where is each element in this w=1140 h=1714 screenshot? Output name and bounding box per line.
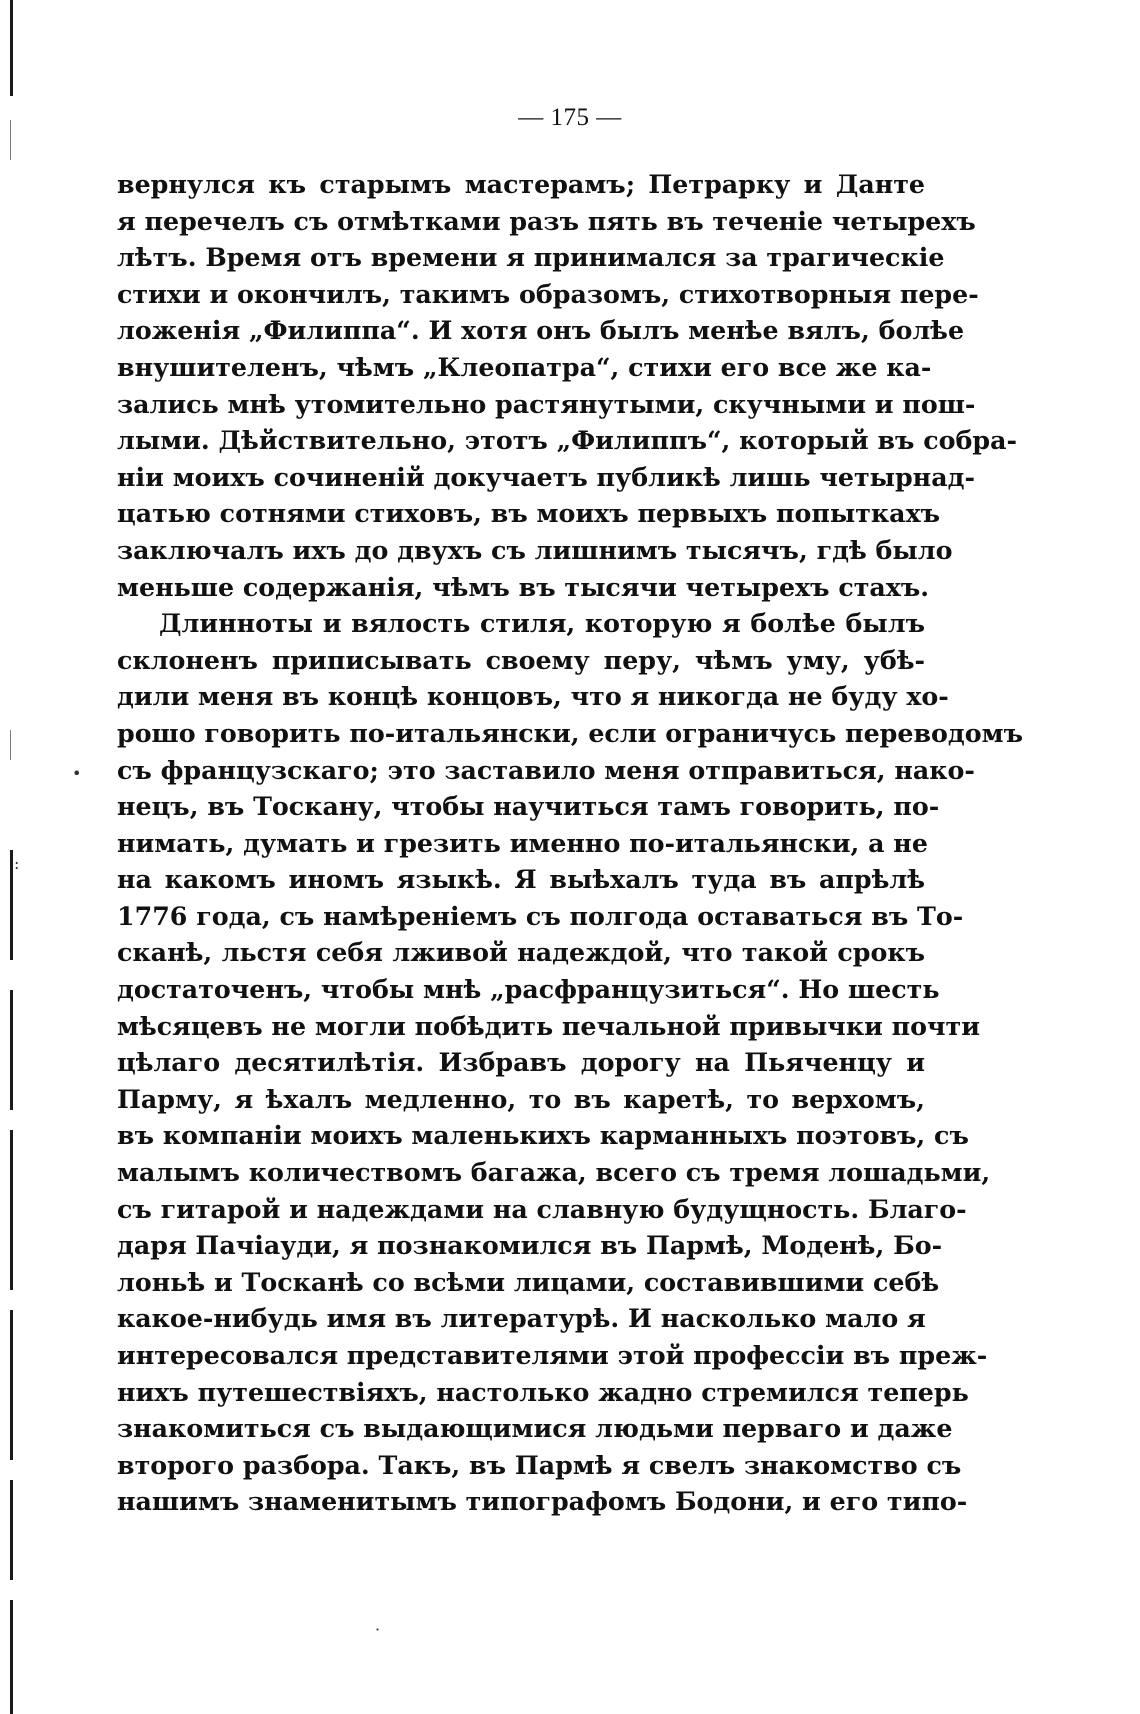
text-line: второго разбора. Такъ, въ Пармѣ я свелъ знакомство съ — [117, 1449, 962, 1480]
text-line: нихъ путешествіяхъ, настолько жадно стремился теперь — [117, 1376, 969, 1407]
text-line: какое-нибудь имя въ литературѣ. И насколько мало я — [117, 1303, 926, 1334]
text-line: лѣтъ. Время отъ времени я принимался за трагическіе — [117, 242, 945, 273]
text-line: нецъ, въ Тоскану, чтобы научиться тамъ говорить, по- — [117, 791, 940, 822]
text-line: лоньѣ и Тосканѣ со всѣми лицами, составившими себѣ — [117, 1266, 940, 1297]
margin-dot: : — [14, 854, 20, 873]
text-line: я перечелъ съ отмѣтками разъ пять въ теченіе четырехъ — [117, 205, 976, 236]
text-line: лыми. Дѣйствительно, этотъ „Филиппъ“, который въ собра- — [117, 425, 1017, 456]
text-line: ложенія „Филиппа“. И хотя онъ былъ менѣе вялъ, болѣе — [117, 315, 965, 346]
text-line: нимать, думать и грезить именно по-итальянски, а не — [117, 827, 928, 858]
text-line: цѣлаго десятилѣтія. Избравъ дорогу на Пьяченцу и — [117, 1047, 925, 1078]
scan-edge-mark — [10, 1130, 13, 1290]
text-line: знакомиться съ выдающимися людьми перваго и даже — [117, 1413, 953, 1444]
page-number: — 175 — — [518, 104, 622, 131]
scan-edge-mark — [10, 850, 13, 960]
text-line: внушителенъ, чѣмъ „Клеопатра“, стихи его все же ка- — [117, 351, 932, 382]
text-line: малымъ количествомъ багажа, всего съ тремя лошадьми, — [117, 1157, 991, 1188]
scan-edge-mark — [10, 990, 13, 1110]
text-line: мѣсяцевъ не могли побѣдить печальной привычки почти — [117, 1010, 980, 1041]
text-line: дили меня въ концѣ концовъ, что я никогда не буду хо- — [117, 681, 949, 712]
text-line: стихи и окончилъ, такимъ образомъ, стихотворныя пере- — [117, 278, 979, 309]
scan-edge-mark — [10, 1600, 13, 1714]
text-line: съ гитарой и надеждами на славную будущность. Благо- — [117, 1193, 967, 1224]
text-line: съ французскаго; это заставило меня отправиться, нако- — [117, 754, 975, 785]
text-line: меньше содержанія, чѣмъ въ тысячи четырехъ стахъ. — [117, 571, 930, 602]
text-line: достаточенъ, чтобы мнѣ „расфранцузиться“. Но шесть — [117, 974, 940, 1005]
text-line: ніи моихъ сочиненій докучаетъ публикѣ лишь четырнад- — [117, 461, 975, 492]
text-line: нашимъ знаменитымъ типографомъ Бодони, и его типо- — [117, 1486, 968, 1517]
scan-edge-mark — [10, 1310, 13, 1460]
text-line: даря Пачіауди, я познакомился въ Пармѣ, Моденѣ, Бо- — [117, 1230, 943, 1261]
text-line: рошо говорить по-итальянски, если ограничусь переводомъ — [117, 717, 1024, 748]
text-line: цатью сотнями стиховъ, въ моихъ первыхъ попыткахъ — [117, 498, 941, 529]
text-line: Длинноты и вялость стиля, которую я болѣе былъ — [159, 608, 925, 639]
text-line: заключалъ ихъ до двухъ съ лишнимъ тысячъ, гдѣ было — [117, 534, 953, 565]
text-line: сканѣ, льстя себя лживой надеждой, что такой срокъ — [117, 937, 925, 968]
text-line: зались мнѣ утомительно растянутыми, скучными и пош- — [117, 388, 976, 419]
text-line: на какомъ иномъ языкѣ. Я выѣхалъ туда въ апрѣлѣ — [117, 864, 925, 895]
text-line: 1776 года, съ намѣреніемъ съ полгода оставаться въ То- — [117, 900, 964, 931]
margin-dot: • — [72, 764, 82, 783]
text-line: вернулся къ старымъ мастерамъ; Петрарку и Данте — [117, 169, 925, 199]
margin-dot: · — [375, 1620, 381, 1639]
text-line: Парму, я ѣхалъ медленно, то въ каретѣ, то верхомъ, — [117, 1083, 925, 1114]
scan-edge-mark — [10, 1480, 13, 1580]
scan-edge-mark — [10, 0, 13, 96]
text-line: склоненъ приписывать своему перу, чѣмъ уму, убѣ- — [117, 644, 925, 675]
text-line: интересовался представителями этой профессіи въ преж- — [117, 1340, 988, 1370]
body-text — [117, 166, 1024, 1520]
scan-edge-mark — [10, 730, 11, 760]
text-line: въ компаніи моихъ маленькихъ карманныхъ поэтовъ, съ — [117, 1120, 969, 1151]
